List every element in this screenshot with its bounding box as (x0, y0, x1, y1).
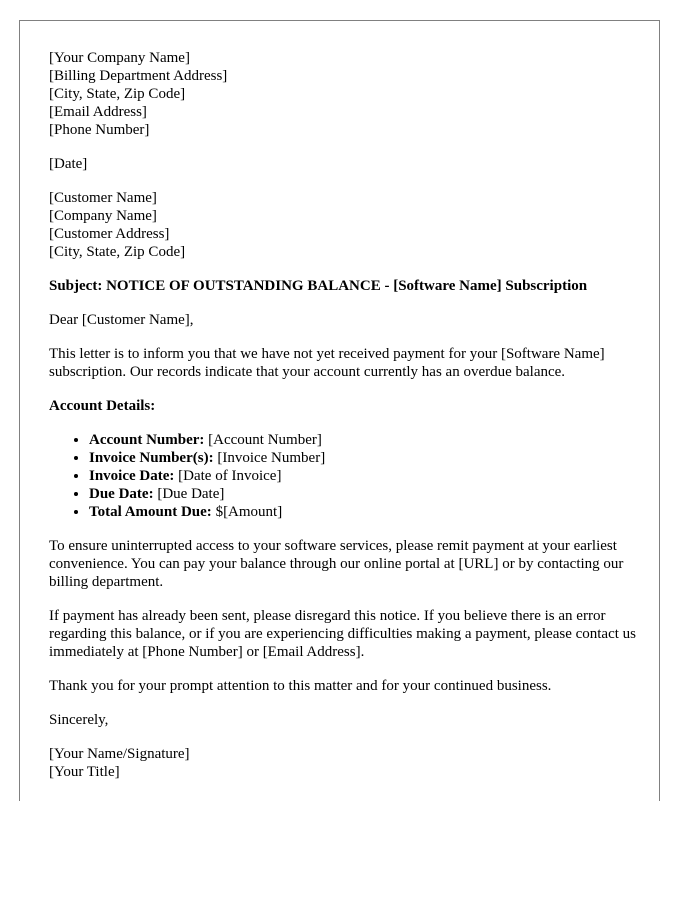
recipient-city-state-zip: [City, State, Zip Code] (49, 244, 186, 260)
list-item (89, 485, 639, 503)
detail-label: Due Date: (89, 486, 154, 502)
letter-page (19, 20, 660, 801)
detail-value: [Invoice Number] (213, 450, 326, 466)
signature-name: [Your Name/Signature] (49, 746, 190, 762)
recipient-address: [Customer Address] (49, 226, 170, 242)
closing: Sincerely, (49, 712, 109, 728)
detail-value: [Account Number] (204, 432, 322, 448)
date-block (49, 155, 639, 173)
dispute-paragraph: If payment has already been sent, please disregard this notice. If you believe there is an error regarding this balance, or if you are experiencing difficulties making a payment, please contact us immediately at [Phone Number] or [Email Address]. (49, 608, 637, 660)
sender-city-state-zip: [City, State, Zip Code] (49, 86, 186, 102)
payment-paragraph: To ensure uninterrupted access to your software services, please remit payment at your earliest convenience. You can pay your balance through our online portal at [URL] or by contacting our billing department. (49, 538, 624, 590)
list-item (89, 467, 639, 485)
sender-email: [Email Address] (49, 104, 147, 120)
detail-label: Invoice Number(s): (89, 450, 214, 466)
recipient-company: [Company Name] (49, 208, 157, 224)
intro-paragraph: This letter is to inform you that we have not yet received payment for your [Software Name] subscription. Our records indicate that your account currently has an overdue balance. (49, 346, 605, 380)
detail-label: Total Amount Due: (89, 504, 212, 520)
subject-line: Subject: NOTICE OF OUTSTANDING BALANCE - [Software Name] Subscription (49, 278, 588, 294)
list-item (89, 449, 639, 467)
sender-billing-address: [Billing Department Address] (49, 68, 228, 84)
sender-block (49, 49, 639, 139)
letter-date: [Date] (49, 156, 88, 172)
detail-value: [Date of Invoice] (174, 468, 282, 484)
thanks-paragraph: Thank you for your prompt attention to this matter and for your continued business. (49, 678, 552, 694)
account-details-heading: Account Details: (49, 398, 156, 414)
recipient-block (49, 189, 639, 261)
list-item (89, 503, 639, 521)
list-item (89, 431, 639, 449)
letter-content (49, 49, 639, 797)
sender-phone: [Phone Number] (49, 122, 150, 138)
detail-label: Invoice Date: (89, 468, 175, 484)
detail-value: $[Amount] (211, 504, 283, 520)
salutation: Dear [Customer Name], (49, 312, 194, 328)
account-details-list (49, 431, 639, 521)
recipient-name: [Customer Name] (49, 190, 157, 206)
detail-value: [Due Date] (153, 486, 225, 502)
signature-title: [Your Title] (49, 764, 120, 780)
signature-block (49, 745, 639, 781)
detail-label: Account Number: (89, 432, 205, 448)
sender-company-name: [Your Company Name] (49, 50, 190, 66)
